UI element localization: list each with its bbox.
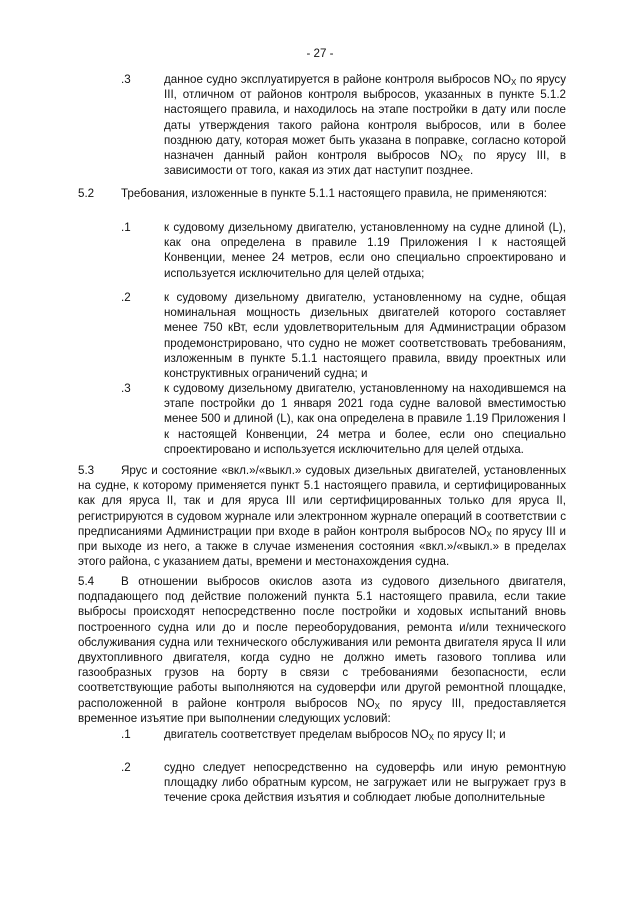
item-text: судно следует непосредственно на судоверфь или иную ремонтную площадку либо обратным курсом, не загружает или не выгружает груз в течение срока действия изъятия и соблюдает любые дополнительные xyxy=(164,761,566,805)
item-marker: .2 xyxy=(121,291,131,304)
item-marker: .3 xyxy=(121,382,131,395)
item-marker: .1 xyxy=(121,728,131,741)
item-text xyxy=(164,72,566,178)
item-marker: .3 xyxy=(121,73,131,86)
item-marker: .2 xyxy=(121,761,131,774)
paragraph-text: по ярусу III, предоставляется временное изъятие при выполнении следующих условий: xyxy=(78,696,566,725)
item-text: к судовому дизельному двигателю, установленному на судне длиной (L), как она определена в правиле 1.19 Приложения I к настоящей Конвенции, менее 24 метров, если оно специально спроектировано и используется исключительно для целей отдыха; xyxy=(164,221,566,280)
paragraph-text: Ярус и состояние «вкл.»/«выкл.» судовых дизельных двигателей, установленных на судне, к которому применяется пункт 5.1 настоящего правила, и сертифицированных как для яруса II, так и для яруса III или сертифицированных только для яруса II, регистрируются в судовом журнале или электронном журнале операций в соответствии с предписаниями Администрации при входе в район контроля выбросов NO xyxy=(78,464,566,538)
item-text-part: по ярусу II; и xyxy=(433,728,506,741)
subscript: X xyxy=(428,733,434,742)
subscript: X xyxy=(457,154,463,164)
subscript: X xyxy=(486,529,492,539)
item-text-part: двигатель соответствует пределам выбросов NO xyxy=(164,728,429,741)
item-text: к судовому дизельному двигателю, установленному на находившемся на этапе постройки до 1 января 2021 года судне валовой вместимостью менее 500 и длиной (L), как она определена в правиле 1.19 Приложения I к настоящей Конвенции, 24 метра и более, если оно специально спроектировано и используется исключительно для целей отдыха. xyxy=(164,382,566,456)
item-text-part: по ярусу III, отличном от районов контроля выбросов, указанных в пункте 5.1.2 настоящего правила, и находилось на этапе постройки в дату или после даты утверждения такого района контроля выбросов, или в более позднюю дату, которая может быть указана в поправке, согласно которой назначен данный район контроля выбросов NO xyxy=(164,73,566,163)
paragraph-number: 5.4 xyxy=(78,575,95,588)
subscript: X xyxy=(511,78,517,87)
paragraph-number: 5.3 xyxy=(78,464,95,477)
section-lead: Требования, изложенные в пункте 5.1.1 настоящего правила, не применяются: xyxy=(121,187,547,200)
paragraph xyxy=(78,463,566,569)
item-text-part: по ярусу III, в зависимости от того, какая из этих дат наступит позднее. xyxy=(164,149,566,178)
item-text-part: данное судно эксплуатируется в районе контроля выбросов NO xyxy=(164,73,512,86)
section-number: 5.2 xyxy=(78,187,95,200)
item-text: к судовому дизельному двигателю, установленному на судне, общая номинальная мощность дизельных двигателей которого составляет менее 750 кВт, если удовлетворительным для Администрации образом продемонстрировано, что судно не может соответствовать требованиям, изложенным в пункте 5.1.1 настоящего правила, ввиду проектных или конструктивных ограничений судна; и xyxy=(164,291,566,381)
item-marker: .1 xyxy=(121,221,131,234)
paragraph xyxy=(78,574,566,726)
paragraph-text: В отношении выбросов окислов азота из судового дизельного двигателя, подпадающего под действие положений пункта 5.1 настоящего правила, если такие выбросы происходят непосредственно после постройки и ходовых испытаний вновь построенного судна или до и после переоборудования, ремонта и/или технического обслуживания судна или технического обслуживания или ремонта двигателя яруса II или двухтопливного двигателя, когда судно не должно иметь газового топлива или газообразных грузов на борту в связи с требованиями безопасности, если соответствующие работы выполняются на судоверфи или другой ремонтной площадке, расположенной в районе контроля выбросов NO xyxy=(78,575,566,710)
item-text xyxy=(164,727,566,742)
page-number: - 27 - xyxy=(306,47,334,60)
subscript: X xyxy=(374,701,380,711)
paragraph-text: по ярусу III и при выходе из него, а также в случае изменения состояния «вкл.»/«выкл.» в пределах этого района, с указанием даты, времени и местонахождения судна. xyxy=(78,524,567,569)
